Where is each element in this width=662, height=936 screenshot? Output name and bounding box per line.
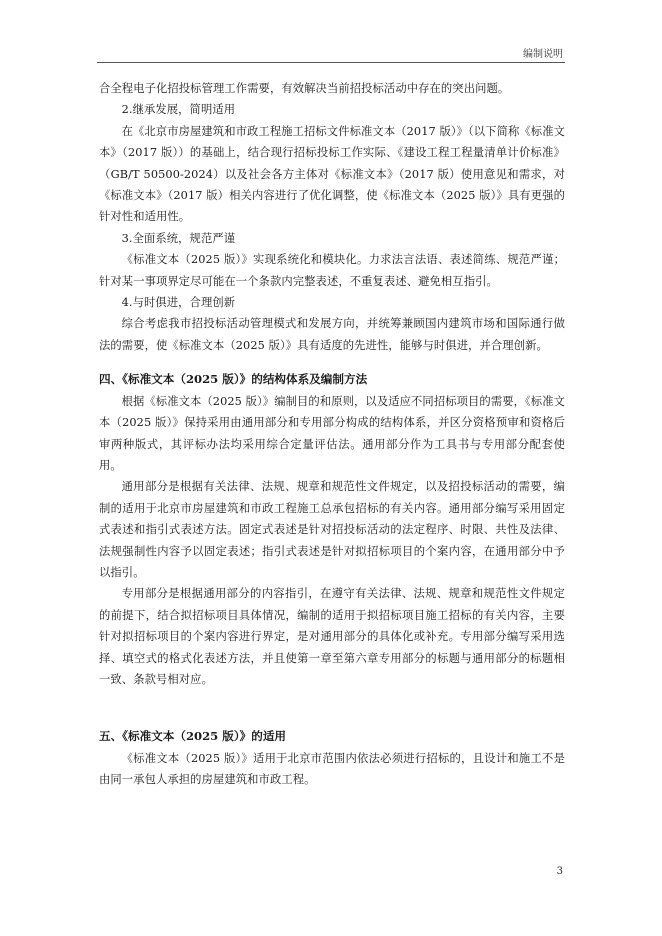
list-item-text-2: 在《北京市房屋建筑和市政工程施工招标文件标准文本（2017 版）》（以下简称《标准文本》（2017 版））的基础上，结合现行招标投标工作实际、《建设工程工程量清单计价标准》（GB/T 50500-2024）以及社会各方主体对《标准文本》（2017 版）使用意见和需求，对《标准文本》（2017 版）相关内容进行了优化调整，使《标准文本（2025 版）》具有更强的针对性和适用性。 <box>99 124 565 224</box>
spacer <box>99 690 565 726</box>
list-item-title-3: 3.全面系统，规范严谨 <box>121 231 236 245</box>
section-heading-4: 四、《标准文本（2025 版）》的结构体系及编制方法 <box>99 372 368 387</box>
header-divider <box>97 62 565 63</box>
header-section-label: 编制说明 <box>523 49 563 60</box>
document-body <box>99 78 565 791</box>
section4-paragraph-3: 专用部分是根据通用部分的内容指引，在遵守有关法律、法规、规章和规范性文件规定的前提下，结合拟招标项目具体情况，编制的适用于拟招标项目施工招标的有关内容，主要针对拟招标项目的个案内容进行界定，是对通用部分的具体化或补充。专用部分编写采用选择、填空式的格式化表述方法，并且使第一章至第六章专用部分的标题与通用部分的标题相一致、条款号相对应。 <box>99 587 565 686</box>
section4-paragraph-1: 根据《标准文本（2025 版）》编制目的和原则，以及适应不同招标项目的需要，《标准文本（2025 版）》保持采用由通用部分和专用部分构成的结构体系，并区分资格预审和资格后审两种版式，其评标办法均采用综合定量评估法。通用部分作为工具书与专用部分配套使用。 <box>99 394 565 472</box>
list-item-title-4: 4.与时俱进，合理创新 <box>121 296 236 310</box>
list-item-text-4: 综合考虑我市招投标活动管理模式和发展方向，并统筹兼顾国内建筑市场和国际通行做法的需要，使《标准文本（2025 版）》具有适度的先进性，能够与时俱进，并合理创新。 <box>99 317 565 352</box>
section-heading-5: 五、《标准文本（2025 版）》的适用 <box>99 729 287 744</box>
paragraph-continuation: 合全程电子化招投标管理工作需要，有效解决当前招投标活动中存在的突出问题。 <box>99 82 510 95</box>
list-item-text-3: 《标准文本（2025 版）》实现系统化和模块化。力求法言法语、表述简练、规范严谨；针对某一事项界定尽可能在一个条款内完整表述，不重复表述、避免相互指引。 <box>99 253 565 288</box>
list-item-title-2: 2.继承发展，简明适用 <box>121 103 236 117</box>
page-number: 3 <box>556 866 563 877</box>
section4-paragraph-2: 通用部分是根据有关法律、法规、规章和规范性文件规定，以及招投标活动的需要，编制的适用于北京市房屋建筑和市政工程施工总承包招标的有关内容。通用部分编写采用固定式表述和指引式表述方法。固定式表述是针对招投标活动的法定程序、时限、共性及法律、法规强制性内容予以固定表述；指引式表述是针对拟招标项目的个案内容，在通用部分中予以指引。 <box>99 480 565 579</box>
section5-paragraph-1: 《标准文本（2025 版）》适用于北京市范围内依法必须进行招标的，且设计和施工不是由同一承包人承担的房屋建筑和市政工程。 <box>99 751 565 787</box>
spacer <box>99 356 565 369</box>
